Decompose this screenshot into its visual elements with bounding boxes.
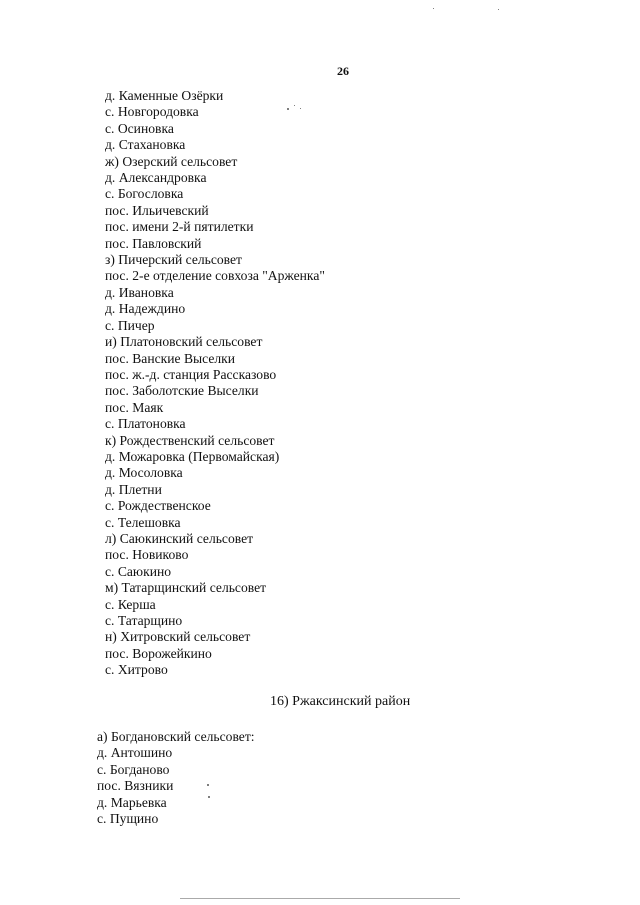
list-item: пос. Маяк (105, 399, 164, 415)
list-item: д. Мосоловка (105, 465, 183, 481)
list-item: н) Хитровский сельсовет (105, 629, 251, 645)
list-item: д. Марьевка (97, 794, 167, 810)
scan-speck (294, 105, 295, 106)
list-item: д. Каменные Озёрки (105, 88, 224, 103)
list-item: с. Пичер (105, 317, 155, 333)
list-item: пос. Ворожейкино (105, 645, 212, 661)
list-item: пос. Новиково (105, 547, 189, 563)
list-item: м) Татарщинский сельсовет (105, 580, 267, 596)
list-item: с. Татарщино (105, 613, 183, 628)
list-item: а) Богдановский сельсовет: (97, 729, 255, 744)
list-item: з) Пичерский сельсовет (105, 252, 242, 268)
list-item: пос. Павловский (105, 235, 202, 251)
list-item: к) Рождественский сельсовет (105, 432, 275, 448)
page-number: 26 (337, 64, 349, 78)
list-item: с. Новгородовка (105, 104, 199, 120)
list-item: с. Богданово (97, 761, 170, 777)
scan-speck (207, 784, 209, 786)
scan-speck (300, 108, 301, 109)
list-item: пос. имени 2-й пятилетки (105, 219, 254, 235)
list-item: с. Богословка (105, 186, 184, 202)
district-settlement-list (97, 729, 255, 827)
list-item: д. Ивановка (105, 284, 174, 300)
scan-speck (498, 9, 499, 10)
list-item: пос. Заболотские Выселки (105, 383, 259, 399)
list-item: с. Керша (105, 596, 156, 612)
district-heading: 16) Ржаксинский район (270, 694, 411, 709)
scan-speck (208, 796, 210, 798)
list-item: ж) Озерский сельсовет (105, 153, 238, 169)
list-item: с. Хитрово (105, 662, 168, 678)
list-item: с. Платоновка (105, 416, 186, 432)
list-item: пос. ж.-д. станция Рассказово (105, 366, 277, 382)
list-item: с. Рождественское (105, 498, 211, 514)
list-item: пос. Ильичевский (105, 202, 209, 218)
list-item: с. Осиновка (105, 120, 174, 136)
list-item: д. Стахановка (105, 137, 186, 153)
list-item: пос. Ванские Выселки (105, 350, 236, 366)
scan-line (180, 898, 460, 899)
list-item: д. Александровка (105, 170, 207, 186)
scan-speck (287, 108, 289, 110)
list-item: л) Саюкинский сельсовет (105, 530, 254, 546)
list-item: и) Платоновский сельсовет (105, 334, 263, 350)
list-item: д. Надеждино (105, 301, 186, 317)
list-item: с. Саюкино (105, 563, 172, 579)
list-item: д. Антошино (97, 745, 173, 761)
list-item: пос. Вязники (97, 778, 174, 794)
settlement-list (105, 88, 325, 679)
scan-speck (433, 8, 434, 9)
list-item: д. Можаровка (Первомайская) (105, 448, 280, 464)
list-item: с. Пущино (97, 811, 159, 827)
list-item: с. Телешовка (105, 514, 181, 530)
list-item: д. Плетни (105, 481, 162, 497)
list-item: пос. 2-е отделение совхоза "Арженка" (105, 268, 325, 284)
